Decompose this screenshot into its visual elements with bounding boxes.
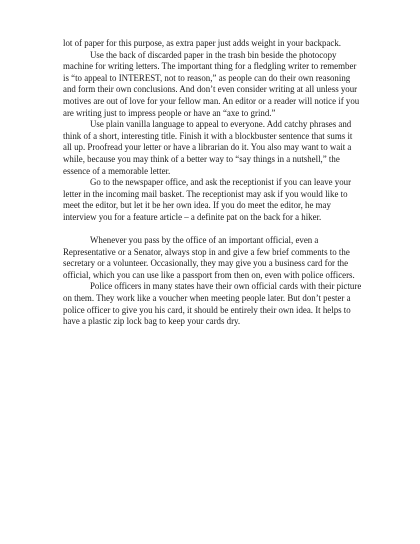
paragraph: Use the back of discarded paper in the trash bin beside the photocopy machine for writing letters. The important thing for a fledgling writer to remember is “to appeal to INTEREST, not to reason,” as people can do their own reasoning and form their own conclusions. And don’t even consider writing at all unless your motives are out of love for your fellow man. An editor or a reader will notice if you are writing just to impress people or have an “axe to grind.” [63, 49, 360, 118]
section-break [63, 224, 363, 236]
paragraph: Use plain vanilla language to appeal to everyone. Add catchy phrases and think of a short, interesting title. Finish it with a blockbuster sentence that sums it all up. Proofread your letter or have a librarian do it. You also may want to wait a while, because you may think of a better way to “say things in a nutshell,” the essence of a memorable letter. [63, 119, 353, 176]
paragraph: Go to the newspaper office, and ask the receptionist if you can leave your letter in the incoming mail basket. The receptionist may ask if you would like to meet the editor, but let it be her own idea. If you do meet the editor, he may interview you for a feature article – a definite pat on the back for a hiker. [63, 177, 352, 222]
document-page [63, 38, 363, 328]
paragraph: lot of paper for this purpose, as extra paper just adds weight in your backpack. [63, 38, 342, 48]
paragraph: Whenever you pass by the office of an important official, even a Representative or a Senator, always stop in and give a few brief comments to the secretary or a volunteer. Occasionally, they may give you a business card for the official, which you can use like a passport from then on, even with police officers. [63, 235, 355, 280]
paragraph: Police officers in many states have their own official cards with their picture on them. They work like a voucher when meeting people later. But don’t pester a police officer to give you his card, it should be entirely their own idea. It helps to have a plastic zip lock bag to keep your cards dry. [63, 281, 362, 327]
